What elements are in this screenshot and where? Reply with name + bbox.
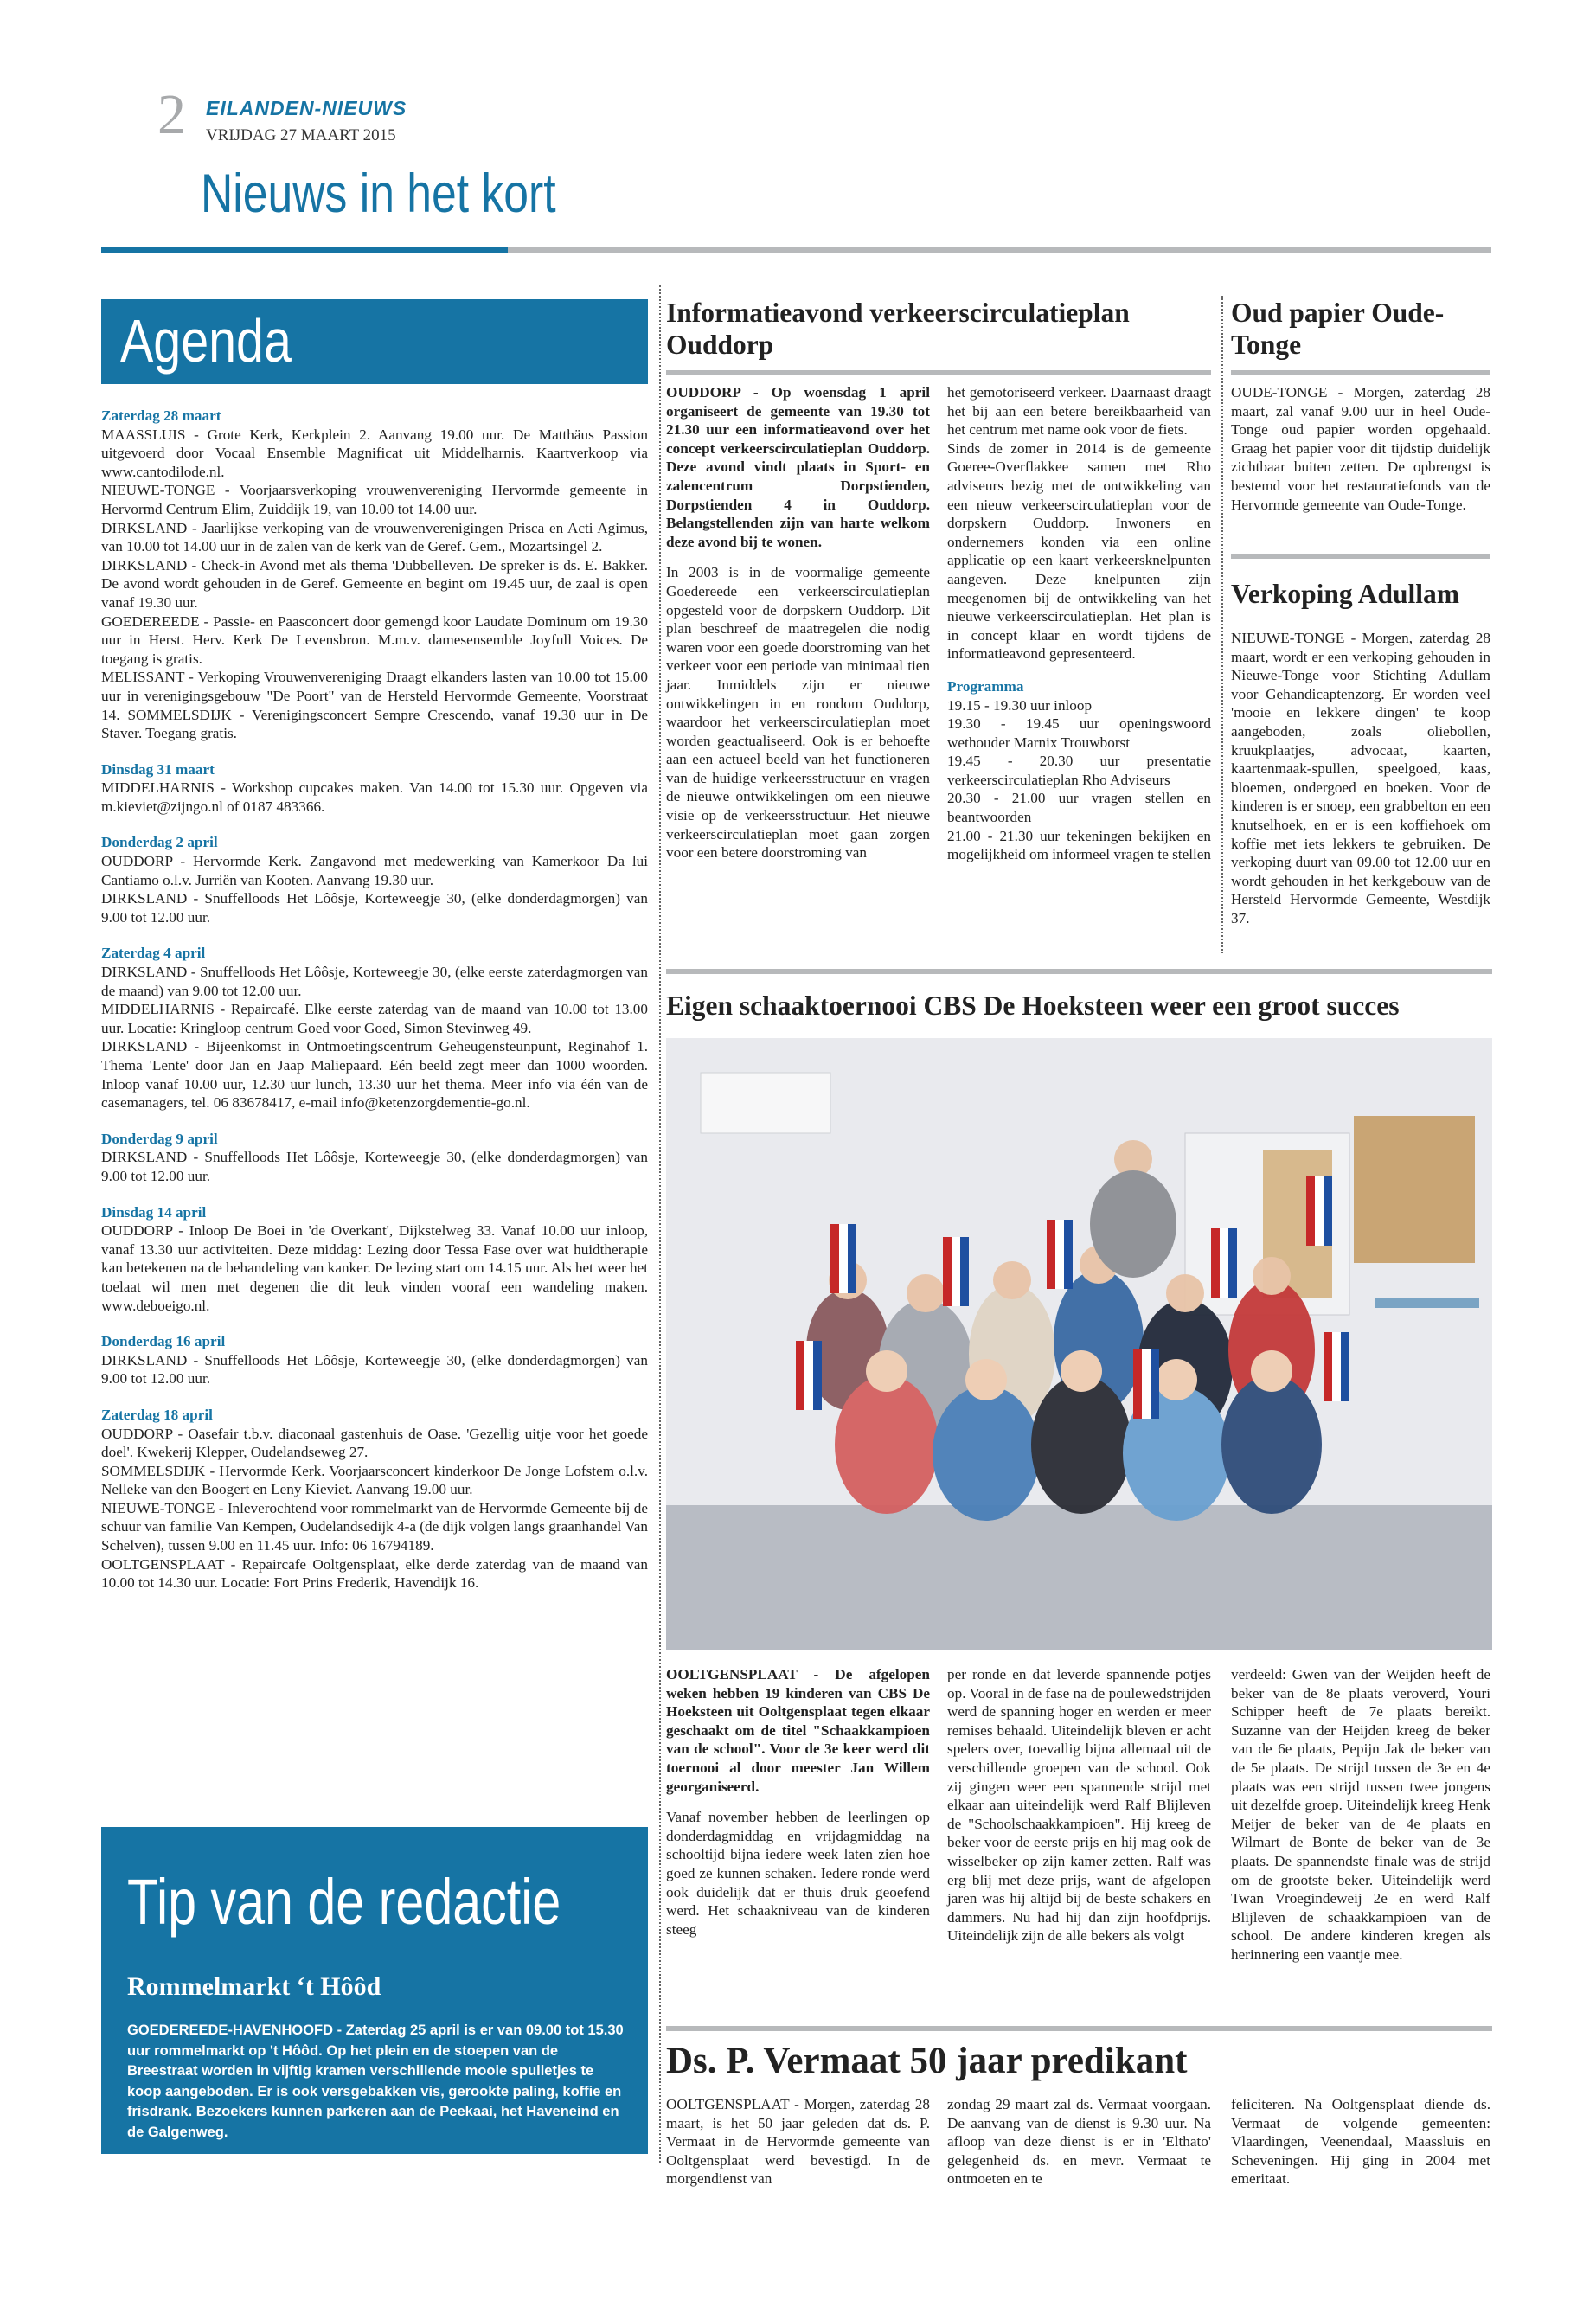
verkeer-lead: OUDDORP - Op woensdag 1 april organiseert de gemeente van 19.30 tot 21.30 uur een informatieavond over het concept verkeerscirculatieplan Ouddorp. Deze avond vindt plaats in Sport- en zalencentrum Dorpstienden, Dorpstienden 4 in Ouddorp. Belangstellenden zijn van harte welkom deze avond bij te wonen.	[666, 384, 930, 550]
programma-item: 19.45 - 20.30 uur presentatie verkeerscirculatieplan Rho Adviseurs	[947, 753, 1211, 788]
vermaat-col-3	[1231, 2095, 1490, 2189]
agenda-event: DIRKSLAND - Snuffelloods Het Lôôsje, Korteweegje 30, (elke eerste zaterdagmorgen van de maand) van 9.00 tot 12.00 uur.	[101, 964, 648, 999]
oudpapier-body	[1231, 383, 1490, 514]
article-rule	[666, 2026, 1492, 2031]
adullam-body	[1231, 629, 1490, 928]
agenda-day-heading: Zaterdag 4 april	[101, 945, 206, 962]
column-divider	[1221, 296, 1223, 953]
adullam-headline: Verkoping Adullam	[1231, 579, 1460, 609]
vermaat-col-2	[947, 2095, 1211, 2189]
agenda-day-heading: Dinsdag 14 april	[101, 1203, 207, 1221]
schaak-p2: per ronde en dat leverde spannende potjes op. Vooral in de fase na de poulewedstrijden werd de spanning hoger en werden er meer remises behaald. Uiteindelijk bleven er acht spelers over, toevallig bijna allemaal uit de verschillende groepen van de school. Ook zij gingen weer een spannende strijd met elkaar aan uiteindelijk werd Ralf Blijleven de "Schoolschaakkampioen". Hij kreeg de beker voor de eerste prijs en hij mag ook de wisselbeker op zijn kamer zetten. Ralf was erg blij met deze prijs, want de afgelopen jaren was hij altijd bij de beste schakers en dammers. Nu had hij dan zijn hoofdprijs. Uiteindelijk zijn de alle bekers als volgt	[947, 1666, 1211, 1945]
agenda-day-heading: Donderdag 2 april	[101, 834, 218, 851]
verkeer-p1: In 2003 is in de voormalige gemeente Goedereede een verkeerscirculatieplan opgesteld voor de dorpskern Ouddorp. Dit plan beschreef de maatregelen die nodig waren voor een goede doorstroming van het verkeer voor een periode van minimaal tien jaar. Inmiddels zijn er nieuwe ontwikkelingen in en rondom Ouddorp, waardoor het verkeerscirculatieplan moet worden geactualiseerd. Ook is er behoefte aan een actueel beeld van het functioneren van de huidige verkeersstructuur en vragen de nieuwe ontwikkelingen om een nieuwe visie op de verkeersstructuur. Het nieuwe verkeerscirculatieplan moet gaan zorgen voor een betere doorstroming van	[666, 564, 930, 862]
agenda-header	[101, 299, 648, 384]
agenda-event: DIRKSLAND - Jaarlijkse verkoping van de vrouwenverenigingen Prisca en Acti Agimus, van 10.00 tot 14.00 uur in de zalen van de kerk van de Geref. Gem., Mozartsingel 2.	[101, 519, 648, 555]
verkeer-p3: Sinds de zomer in 2014 is de gemeente Goeree-Overflakkee samen met Rho adviseurs bezig met de ontwikkeling van een nieuw verkeerscirculatieplan voor de dorpskern Ouddorp. Inwoners en ondernemers konden via een online applicatie op een kaart verkeersknelpunten aangeven. Deze knelpunten zijn meegenomen bij de ontwikkeling van het nieuwe verkeerscirculatieplan. Het plan is in concept klaar en wordt tijdens de informatieavond gepresenteerd.	[947, 439, 1211, 663]
agenda-event: DIRKSLAND - Snuffelloods Het Lôôsje, Korteweegje 30, (elke donderdagmorgen) van 9.00 tot 12.00 uur.	[101, 890, 648, 926]
tip-title: Tip van de redactie	[127, 1866, 561, 1938]
vermaat-p1: OOLTGENSPLAAT - Morgen, zaterdag 28 maart, is het 50 jaar geleden dat ds. P. Vermaat in de Hervormde gemeente van Ooltgensplaat werd bevestigd. In de morgendienst van	[666, 2096, 930, 2188]
schaak-p1: Vanaf november hebben de leerlingen op donderdagmiddag en vrijdagmiddag na schooltijd bijna iedere week laten zien hoe goed ze kunnen schaken. Iedere ronde werd ook duidelijk dat er thuis druk geoefend werd. Het schaakniveau van de kinderen steeg	[666, 1809, 930, 1938]
tip-body: GOEDEREEDE-HAVENHOOFD - Zaterdag 25 april is er van 09.00 tot 15.30 uur rommelmarkt op 't Hôôd. Op het plein en de stoepen van de Breestraat worden in vijftig kramen verschillende mooie spulletjes te koop aangeboden. Er is ook versgebakken vis, gerookte paling, koffie en frisdrank. Bezoekers kunnen parkeren aan de Peekaai, het Haveneind en de Galgenweg.	[127, 2022, 624, 2140]
newspaper-logo: EILANDEN-NIEUWS	[206, 97, 407, 119]
chess-tournament-photo	[666, 1038, 1492, 1650]
verkeer-headline: Informatieavond verkeerscirculatieplan Ouddorp	[666, 298, 1130, 361]
programma-label: Programma	[947, 677, 1024, 695]
agenda-event: OUDDORP - Inloop De Boei in 'de Overkant', Dijkstelweg 33. Vanaf 10.00 uur inloop, vanaf 13.30 uur activiteiten. Deze middag: Lezing door Tessa Fase over wat huidtherapie kan betekenen na de behandeling van kanker. De lezing start om 14.15 uur. Als het weer het toelaat wil men met degenen die dit leuk vinden vooraf een wandeling maken. www.deboeigo.nl.	[101, 1222, 648, 1314]
agenda-day-heading: Dinsdag 31 maart	[101, 760, 215, 778]
agenda-event: DIRKSLAND - Check-in Avond met als thema 'Dubbelleven. De spreker is ds. E. Bakker. De avond wordt gehouden in de Geref. Gemeente en begint om 19.45 uur, de zaal is open vanaf 19.30 uur.	[101, 556, 648, 611]
agenda-event: OOLTGENSPLAAT - Repaircafe Ooltgensplaat, elke derde zaterdag van de maand van 10.00 tot 14.30 uur. Locatie: Fort Prins Frederik, Havendijk 16.	[101, 1555, 648, 1592]
agenda-event: DIRKSLAND - Snuffelloods Het Lôôsje, Korteweegje 30, (elke donderdagmorgen) van 9.00 tot 12.00 uur.	[101, 1351, 648, 1388]
agenda-title: Agenda	[120, 307, 292, 375]
schaak-col-1	[666, 1665, 930, 1939]
programma-item: 19.15 - 19.30 uur inloop	[947, 696, 1093, 714]
agenda-event: OUDDORP - Hervormde Kerk. Zangavond met medewerking van Kamerkoor Da lui Cantiamo o.l.v. Jurriën van Kooten. Aanvang 19.30 uur.	[101, 853, 648, 888]
verkeer-p2: het gemotoriseerd verkeer. Daarnaast draagt het bij aan een betere bereikbaarheid van het centrum met name ook voor de fiets.	[947, 384, 1211, 439]
tip-subtitle: Rommelmarkt ‘t Hôôd	[127, 1972, 381, 2001]
agenda-event: MIDDELHARNIS - Repaircafé. Elke eerste zaterdag van de maand van 10.00 tot 13.00 uur. Locatie: Kringloop centrum Goed voor Goed, Simon Stevinweg 49.	[101, 1001, 648, 1036]
schaak-headline: Eigen schaaktoernooi CBS De Hoeksteen weer een groot succes	[666, 990, 1400, 1021]
header-rule-accent	[101, 247, 508, 253]
schaak-col-3	[1231, 1665, 1490, 1965]
agenda-event: MELISSANT - Verkoping Vrouwenvereniging Draagt elkanders lasten van 10.00 tot 15.00 uur in verenigingsgebouw "De Poort" van de Hersteld Hervormde Gemeente, Voorstraat 14. SOMMELSDIJK - Verenigingsconcert Sempre Crescendo, vanaf 19.30 uur in De Staver. Toegang gratis.	[101, 669, 648, 742]
header-rule	[508, 247, 1491, 253]
article-rule	[1231, 370, 1490, 375]
agenda-event: MAASSLUIS - Grote Kerk, Kerkplein 2. Aanvang 19.00 uur. De Matthäus Passion uitgevoerd door Vocaal Ensemble Magnificat uit Middelharnis. Kaartverkoop via www.cantodilode.nl.	[101, 426, 648, 480]
article-rule	[666, 370, 1211, 375]
page-number: 2	[157, 83, 186, 146]
agenda-event: GOEDEREEDE - Passie- en Paasconcert door gemengd koor Laudate Dominum om 19.30 uur in Herst. Herv. Kerk De Levensbron. M.m.v. damesensemble Joyfull Voices. De toegang is gratis.	[101, 612, 648, 667]
agenda-event: NIEUWE-TONGE - Voorjaarsverkoping vrouwenvereniging Hervormde gemeente in Hervormd Centrum Elim, Zuiddijk 19, van 10.00 tot 14.00 uur.	[101, 482, 648, 517]
programma-item: 20.30 - 21.00 uur vragen stellen en beantwoorden	[947, 790, 1211, 826]
agenda-event: DIRKSLAND - Bijeenkomst in Ontmoetingscentrum Geheugensteunpunt, Reginahof 1. Thema 'Lente' door Jan en Jaap Maliepaard. Eén beeld zegt meer dan 1000 woorden. Inloop vanaf 10.00 uur, 12.30 uur lunch, 13.30 uur het thema. Meer info via één van de casemanagers, tel. 06 83678417, e-mail info@ketenzorgdementie-go.nl.	[101, 1038, 648, 1112]
programma-list	[947, 696, 1211, 864]
agenda-day-heading: Donderdag 9 april	[101, 1130, 218, 1147]
agenda-list	[101, 407, 648, 1593]
programma-item: 21.00 - 21.30 uur tekeningen bekijken en mogelijkheid om informeel vragen te stellen	[947, 827, 1211, 863]
programma-item: 19.30 - 19.45 uur openingswoord wethouder Marnix Trouwborst	[947, 715, 1211, 751]
agenda-event: SOMMELSDIJK - Hervormde Kerk. Voorjaarsconcert kinderkoor De Jonge Lofstem o.l.v. Nelleke van den Boogert en Leny Kieviet. Aanvang 19.00 uur.	[101, 1462, 648, 1498]
column-divider	[659, 285, 661, 2163]
article-rule	[1231, 554, 1490, 559]
group-photo-illustration	[666, 1038, 1492, 1650]
adullam-text: NIEUWE-TONGE - Morgen, zaterdag 28 maart, wordt er een verkoping gehouden in Nieuwe-Tonge voor Stichting Adullam voor Gehandicaptenzorg. Er worden veel 'mooie en lekkere dingen' te koop aangeboden, zoals oliebollen, kruukplaatjes, advocaat, kaarten, kaartenmaak-spullen, speelgoed, kaas, bloemen, ondergoed en boeken. Voor de kinderen is er snoep, een grabbelton en een knutselhoek, en er is een koffiehoek om koffie met iets lekkers te gebruiken. De verkoping duurt van 09.00 tot 12.00 uur en wordt gehouden in het kerkgebouw van de Hersteld Hervormde Gemeente, Westdijk 37.	[1231, 630, 1490, 926]
agenda-day-heading: Zaterdag 28 maart	[101, 407, 221, 424]
tip-box	[101, 1827, 648, 2154]
schaak-col-2	[947, 1665, 1211, 1945]
oudpapier-headline: Oud papier Oude-Tonge	[1231, 298, 1445, 361]
verkeer-col-1	[666, 383, 930, 862]
vermaat-p2: zondag 29 maart zal ds. Vermaat voorgaan. De aanvang van de dienst is 9.30 uur. Na afloop van deze dienst is er in 'Elthato' gelegenheid ds. en mevr. Vermaat te ontmoeten en te	[947, 2096, 1211, 2188]
verkeer-col-2	[947, 383, 1211, 864]
issue-date: VRIJDAG 27 MAART 2015	[206, 126, 396, 144]
article-rule	[666, 969, 1492, 974]
agenda-day-heading: Donderdag 16 april	[101, 1333, 226, 1350]
vermaat-col-1	[666, 2095, 930, 2189]
vermaat-p3: feliciteren. Na Ooltgensplaat diende ds. Vermaat de volgende gemeenten: Vlaardingen, Veenendaal, Maassluis en Scheveningen. Hij ging in 2004 met emeritaat.	[1231, 2096, 1490, 2188]
agenda-event: MIDDELHARNIS - Workshop cupcakes maken. Van 14.00 tot 15.30 uur. Opgeven via m.kieviet@zijngo.nl of 0187 483366.	[101, 779, 648, 815]
oudpapier-text: OUDE-TONGE - Morgen, zaterdag 28 maart, zal vanaf 9.00 uur in heel Oude-Tonge oud papier worden opgehaald. Graag het papier voor dit tijdstip duidelijk zichtbaar buiten zetten. De opbrengst is bestemd voor het restauratiefonds van de Hervormde gemeente van Oude-Tonge.	[1231, 384, 1490, 513]
agenda-event: OUDDORP - Oasefair t.b.v. diaconaal gastenhuis de Oase. 'Gezellig uitje voor het goede doel'. Kwekerij Klepper, Oudelandseweg 27.	[101, 1425, 648, 1461]
agenda-event: NIEUWE-TONGE - Inleverochtend voor rommelmarkt van de Hervormde Gemeente bij de schuur van familie Van Kempen, Oudelandsedijk 4-a (de dijk volgen langs graanhandel Van Schelven), tussen 9.00 en 11.45 uur. Info: 06 16794189.	[101, 1499, 648, 1554]
section-title: Nieuws in het kort	[201, 163, 556, 224]
schaak-lead: OOLTGENSPLAAT - De afgelopen weken hebben 19 kinderen van CBS De Hoeksteen uit Ooltgensplaat tegen elkaar geschaakt om de titel "Schaakkampioen van de school". Voor de 3e keer werd dit toernooi al door meester Jan Willem georganiseerd.	[666, 1666, 930, 1795]
vermaat-headline: Ds. P. Vermaat 50 jaar predikant	[666, 2041, 1188, 2081]
agenda-event: DIRKSLAND - Snuffelloods Het Lôôsje, Korteweegje 30, (elke donderdagmorgen) van 9.00 tot 12.00 uur.	[101, 1149, 648, 1184]
schaak-p3: verdeeld: Gwen van der Weijden heeft de beker van de 8e plaats veroverd, Youri Schipper heeft de 7e plaats bereikt. Suzanne van der Heijden kreeg de beker van de 6e plaats, Pepijn Jak de beker van de 5e plaats. De strijd tussen de 3e en 4e plaats was een strijd tussen twee jongens uit dezelfde groep. Uiteindelijk kreeg Henk Meijer de beker van de 4e plaats en Wilmart de Bonte de beker van de 3e plaats. De spannendste finale was de strijd om de grootste beker. Uiteindelijk werd Twan Vroegindeweij 2e en werd Ralf Blijleven de schaakkampioen van de school. De andere kinderen kregen als herinnering een vaantje mee.	[1231, 1666, 1490, 1963]
agenda-day-heading: Zaterdag 18 april	[101, 1406, 213, 1423]
